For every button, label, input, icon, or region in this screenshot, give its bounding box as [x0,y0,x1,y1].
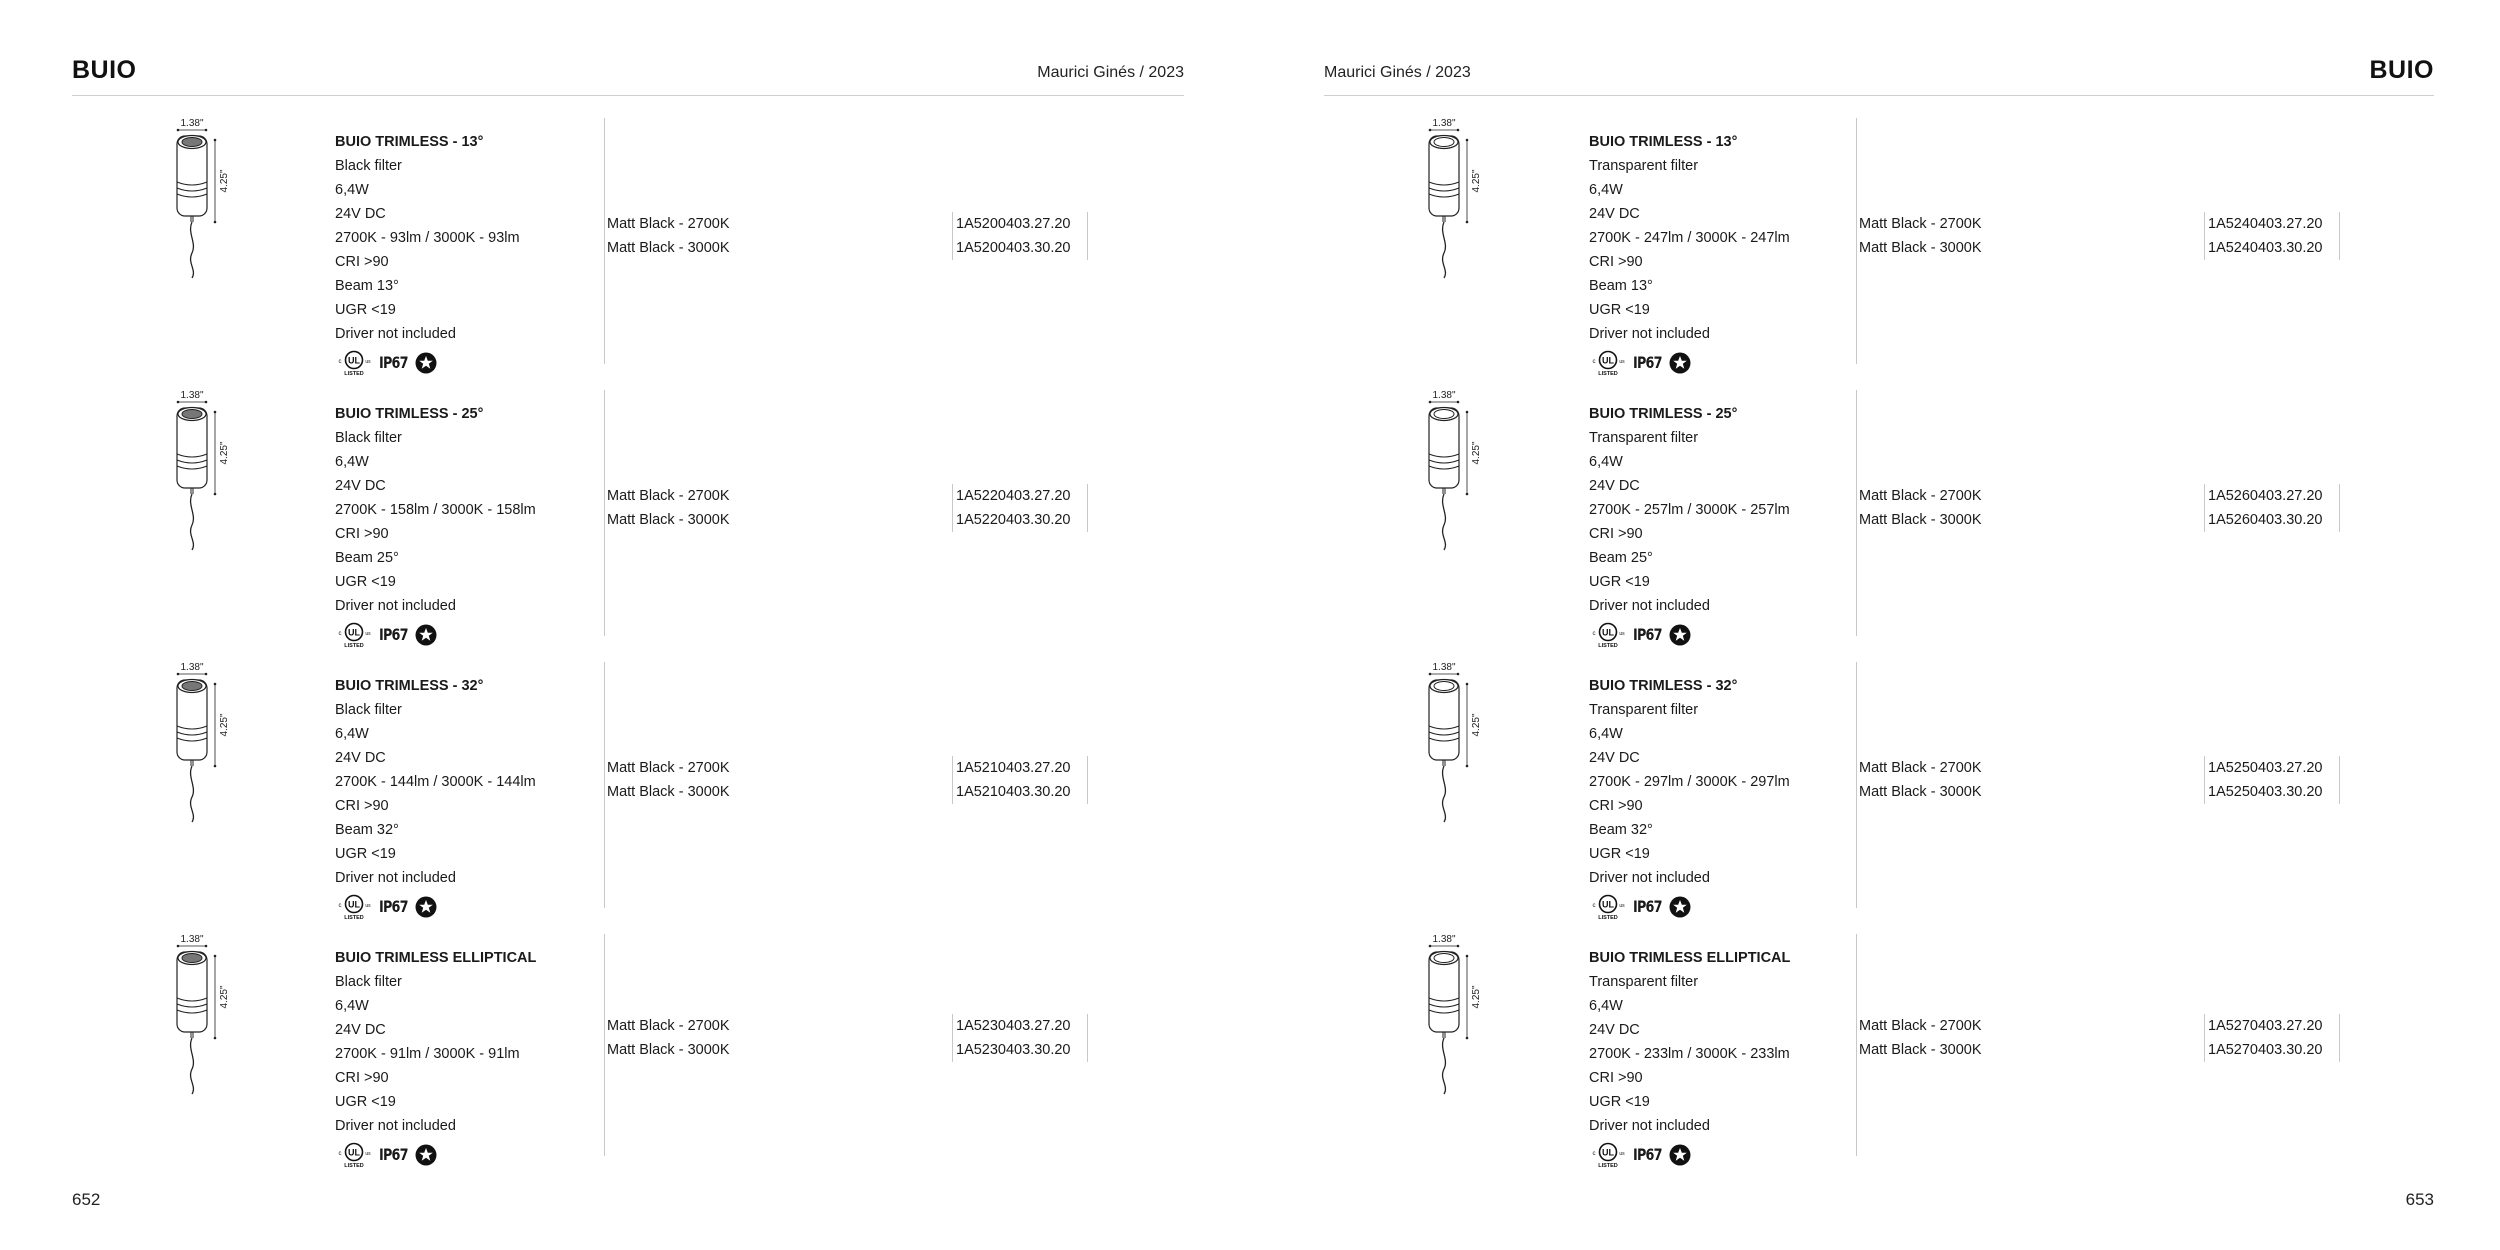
spec-line: 6,4W [1589,998,1623,1014]
column-divider [1856,662,1857,908]
column-divider [604,934,605,1156]
dimmable-star-icon [415,352,437,374]
finish-variant: Matt Black - 2700K [607,216,730,232]
product-title: BUIO TRIMLESS ELLIPTICAL [335,950,537,966]
spec-line: CRI >90 [335,526,389,542]
dimension-width-label: 1.38" [180,118,204,129]
dimmable-star-icon [415,624,437,646]
svg-text:UL: UL [348,355,360,366]
svg-text:LISTED: LISTED [344,643,364,648]
luminaire-drawing-icon [165,118,255,288]
product-code: 1A5200403.30.20 [956,240,1071,256]
product-title: BUIO TRIMLESS - 32° [335,678,484,694]
dimension-width-label: 1.38" [1432,390,1456,401]
ip67-icon: IP67 [1633,353,1662,372]
product-codes [952,212,1088,260]
svg-text:UL: UL [1602,1147,1614,1158]
spec-line: CRI >90 [335,254,389,270]
finish-variants [1859,756,1982,804]
finish-variant: Matt Black - 2700K [1859,760,1982,776]
brand-title: BUIO [72,56,137,84]
spec-line: Black filter [335,974,402,990]
product-title: BUIO TRIMLESS - 32° [1589,678,1738,694]
product-drawing [1417,934,1507,1104]
spec-line: 6,4W [1589,454,1623,470]
dimmable-star-icon [1669,896,1691,918]
ul-listed-icon [335,1142,373,1168]
spec-line: UGR <19 [1589,846,1650,862]
spec-line: UGR <19 [335,574,396,590]
luminaire-drawing-icon [165,390,255,560]
finish-variant: Matt Black - 2700K [607,760,730,776]
svg-text:c: c [338,359,342,365]
column-divider [1856,390,1857,636]
dimmable-star-icon [1669,624,1691,646]
spec-line: CRI >90 [335,798,389,814]
product-code: 1A5240403.30.20 [2208,240,2323,256]
ip67-icon: IP67 [379,625,408,644]
svg-text:c: c [1592,359,1596,365]
product-codes [952,756,1088,804]
spec-line: 2700K - 247lm / 3000K - 247lm [1589,230,1790,246]
svg-text:UL: UL [348,899,360,910]
spec-line: 24V DC [335,1022,386,1038]
dimmable-star-icon [415,1144,437,1166]
spec-line: 2700K - 93lm / 3000K - 93lm [335,230,520,246]
ul-listed-icon [1589,1142,1627,1168]
product-drawing [165,662,255,832]
svg-text:us: us [1619,359,1625,365]
product-code: 1A5250403.30.20 [2208,784,2323,800]
spec-line: Driver not included [335,870,456,886]
svg-text:c: c [1592,1151,1596,1157]
spec-line: Black filter [335,430,402,446]
dimension-width-label: 1.38" [180,934,204,945]
finish-variant: Matt Black - 3000K [1859,784,1982,800]
finish-variant: Matt Black - 3000K [1859,512,1982,528]
spec-line: UGR <19 [335,1094,396,1110]
product-codes [952,1014,1088,1062]
finish-variant: Matt Black - 3000K [1859,1042,1982,1058]
product-codes [2204,484,2340,532]
brand-title: BUIO [2369,56,2434,84]
product-drawing [165,390,255,560]
finish-variant: Matt Black - 2700K [1859,1018,1982,1034]
certification-marks [1589,894,1839,920]
product-code: 1A5200403.27.20 [956,216,1071,232]
dimension-height-label: 4.25" [219,713,230,737]
finish-variants [607,1014,730,1062]
spec-line: 6,4W [335,182,369,198]
column-divider [1856,118,1857,364]
svg-text:c: c [1592,631,1596,637]
spec-line: Transparent filter [1589,430,1699,446]
ul-listed-icon [335,622,373,648]
ul-listed-icon [1589,894,1627,920]
product-drawing [165,934,255,1104]
product-drawing [1417,662,1507,832]
spec-line: Driver not included [1589,1118,1710,1134]
finish-variant: Matt Black - 2700K [1859,488,1982,504]
svg-text:us: us [365,359,371,365]
product-code: 1A5210403.27.20 [956,760,1071,776]
ip67-icon: IP67 [379,897,408,916]
dimension-width-label: 1.38" [180,662,204,673]
spec-line: Black filter [335,702,402,718]
ul-listed-icon [1589,622,1627,648]
finish-variant: Matt Black - 3000K [1859,240,1982,256]
ip67-icon: IP67 [379,1145,408,1164]
luminaire-drawing-icon [1417,662,1507,832]
certification-marks [1589,622,1839,648]
spec-line: 24V DC [1589,750,1640,766]
luminaire-drawing-icon [1417,390,1507,560]
spec-line: CRI >90 [1589,798,1643,814]
spec-line: Black filter [335,158,402,174]
dimension-height-label: 4.25" [1471,169,1482,193]
svg-text:c: c [338,631,342,637]
certification-marks [335,622,585,648]
page-header [1324,56,2434,96]
ip67-icon: IP67 [379,353,408,372]
spec-line: Beam 25° [1589,550,1653,566]
dimension-height-label: 4.25" [219,169,230,193]
certification-marks [335,1142,585,1168]
spec-line: CRI >90 [1589,1070,1643,1086]
spec-line: Driver not included [1589,326,1710,342]
spec-line: Beam 25° [335,550,399,566]
product-code: 1A5240403.27.20 [2208,216,2323,232]
svg-text:us: us [1619,1151,1625,1157]
svg-text:LISTED: LISTED [1598,915,1618,920]
product-code: 1A5250403.27.20 [2208,760,2323,776]
spec-line: UGR <19 [335,846,396,862]
product-codes [2204,1014,2340,1062]
product-code: 1A5270403.27.20 [2208,1018,2323,1034]
product-specs [1589,946,1839,1168]
dimmable-star-icon [1669,352,1691,374]
ul-listed-icon [1589,350,1627,376]
dimmable-star-icon [415,896,437,918]
luminaire-drawing-icon [1417,934,1507,1104]
product-specs [1589,402,1839,648]
svg-text:us: us [365,903,371,909]
svg-text:us: us [1619,903,1625,909]
spec-line: 2700K - 233lm / 3000K - 233lm [1589,1046,1790,1062]
spec-line: Beam 32° [335,822,399,838]
spec-line: 2700K - 297lm / 3000K - 297lm [1589,774,1790,790]
dimension-width-label: 1.38" [1432,118,1456,129]
dimension-height-label: 4.25" [219,985,230,1009]
dimmable-star-icon [1669,1144,1691,1166]
spec-line: Driver not included [335,326,456,342]
product-code: 1A5210403.30.20 [956,784,1071,800]
spec-line: Driver not included [1589,598,1710,614]
spec-line: 24V DC [335,750,386,766]
finish-variant: Matt Black - 3000K [607,512,730,528]
spec-line: 6,4W [335,726,369,742]
product-specs [335,130,585,376]
dimension-width-label: 1.38" [1432,662,1456,673]
spec-line: CRI >90 [335,1070,389,1086]
spec-line: 24V DC [1589,206,1640,222]
product-drawing [1417,118,1507,288]
column-divider [604,662,605,908]
svg-text:c: c [1592,903,1596,909]
finish-variant: Matt Black - 2700K [607,1018,730,1034]
spec-line: 2700K - 158lm / 3000K - 158lm [335,502,536,518]
ip67-icon: IP67 [1633,625,1662,644]
svg-text:LISTED: LISTED [1598,643,1618,648]
finish-variant: Matt Black - 2700K [607,488,730,504]
svg-text:us: us [365,1151,371,1157]
finish-variant: Matt Black - 2700K [1859,216,1982,232]
spec-line: 24V DC [335,206,386,222]
product-code: 1A5230403.27.20 [956,1018,1071,1034]
designer-credit: Maurici Ginés / 2023 [1037,64,1184,81]
spec-line: Beam 32° [1589,822,1653,838]
product-specs [335,674,585,920]
spec-line: 6,4W [1589,726,1623,742]
product-specs [1589,130,1839,376]
product-code: 1A5260403.27.20 [2208,488,2323,504]
product-title: BUIO TRIMLESS - 25° [1589,406,1738,422]
spec-line: CRI >90 [1589,254,1643,270]
spec-line: UGR <19 [1589,1094,1650,1110]
designer-credit: Maurici Ginés / 2023 [1324,64,1471,81]
spec-line: Transparent filter [1589,158,1699,174]
certification-marks [335,350,585,376]
spec-line: Driver not included [335,598,456,614]
dimension-height-label: 4.25" [1471,713,1482,737]
ul-listed-icon [335,350,373,376]
finish-variants [607,484,730,532]
luminaire-drawing-icon [1417,118,1507,288]
spec-line: Driver not included [1589,870,1710,886]
page-header [72,56,1184,96]
finish-variants [607,212,730,260]
dimension-width-label: 1.38" [180,390,204,401]
product-specs [335,946,585,1168]
spec-line: 2700K - 144lm / 3000K - 144lm [335,774,536,790]
svg-text:UL: UL [1602,627,1614,638]
svg-text:c: c [338,1151,342,1157]
spec-line: Driver not included [335,1118,456,1134]
svg-text:UL: UL [348,1147,360,1158]
svg-text:us: us [1619,631,1625,637]
finish-variant: Matt Black - 3000K [607,240,730,256]
ip67-icon: IP67 [1633,897,1662,916]
dimension-height-label: 4.25" [1471,441,1482,465]
spec-line: UGR <19 [1589,302,1650,318]
svg-text:us: us [365,631,371,637]
product-code: 1A5230403.30.20 [956,1042,1071,1058]
page-number: 652 [72,1190,101,1209]
svg-text:c: c [338,903,342,909]
dimension-width-label: 1.38" [1432,934,1456,945]
certification-marks [1589,1142,1839,1168]
column-divider [604,118,605,364]
product-specs [335,402,585,648]
finish-variant: Matt Black - 3000K [607,784,730,800]
catalog-page-right [1250,0,2500,1250]
svg-text:LISTED: LISTED [344,371,364,376]
finish-variants [1859,484,1982,532]
spec-line: 2700K - 257lm / 3000K - 257lm [1589,502,1790,518]
product-drawing [165,118,255,288]
product-title: BUIO TRIMLESS - 25° [335,406,484,422]
product-codes [2204,756,2340,804]
luminaire-drawing-icon [165,934,255,1104]
spec-line: 24V DC [1589,478,1640,494]
finish-variant: Matt Black - 3000K [607,1042,730,1058]
spec-line: Beam 13° [1589,278,1653,294]
certification-marks [335,894,585,920]
spec-line: Beam 13° [335,278,399,294]
finish-variants [1859,212,1982,260]
finish-variants [1859,1014,1982,1062]
svg-text:LISTED: LISTED [1598,1163,1618,1168]
product-title: BUIO TRIMLESS ELLIPTICAL [1589,950,1791,966]
svg-text:UL: UL [348,627,360,638]
product-codes [2204,212,2340,260]
spec-line: 6,4W [335,454,369,470]
column-divider [1856,934,1857,1156]
dimension-height-label: 4.25" [1471,985,1482,1009]
product-title: BUIO TRIMLESS - 13° [335,134,484,150]
spec-line: 6,4W [335,998,369,1014]
dimension-height-label: 4.25" [219,441,230,465]
spec-line: UGR <19 [1589,574,1650,590]
ul-listed-icon [335,894,373,920]
product-drawing [1417,390,1507,560]
spec-line: 2700K - 91lm / 3000K - 91lm [335,1046,520,1062]
product-specs [1589,674,1839,920]
spec-line: 24V DC [1589,1022,1640,1038]
spec-line: UGR <19 [335,302,396,318]
luminaire-drawing-icon [165,662,255,832]
column-divider [604,390,605,636]
product-code: 1A5270403.30.20 [2208,1042,2323,1058]
product-code: 1A5220403.27.20 [956,488,1071,504]
product-title: BUIO TRIMLESS - 13° [1589,134,1738,150]
svg-text:LISTED: LISTED [1598,371,1618,376]
svg-text:LISTED: LISTED [344,1163,364,1168]
svg-text:UL: UL [1602,899,1614,910]
spec-line: Transparent filter [1589,974,1699,990]
spec-line: CRI >90 [1589,526,1643,542]
svg-text:UL: UL [1602,355,1614,366]
spec-line: Transparent filter [1589,702,1699,718]
product-code: 1A5220403.30.20 [956,512,1071,528]
product-code: 1A5260403.30.20 [2208,512,2323,528]
certification-marks [1589,350,1839,376]
finish-variants [607,756,730,804]
spec-line: 24V DC [335,478,386,494]
svg-text:LISTED: LISTED [344,915,364,920]
ip67-icon: IP67 [1633,1145,1662,1164]
spec-line: 6,4W [1589,182,1623,198]
product-codes [952,484,1088,532]
page-number: 653 [2405,1190,2434,1209]
